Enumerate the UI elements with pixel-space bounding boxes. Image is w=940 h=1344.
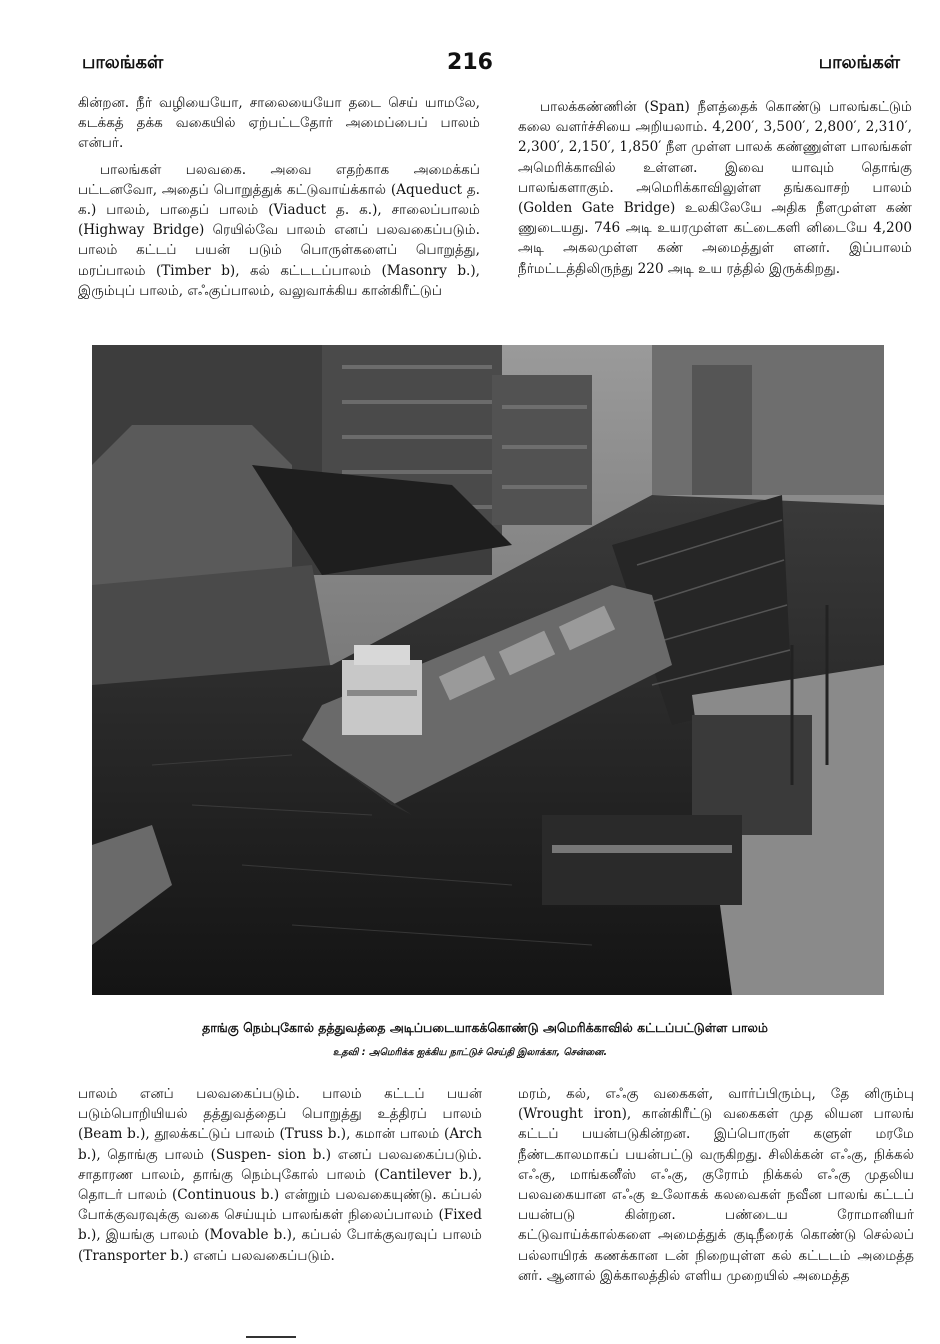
- paragraph: பாலங்கள் பலவகை. அவை எதற்காக அமைக்கப் பட்டனவோ, அதைப் பொறுத்துக் கட்டுவாய்க்கால் (Aqueduct த. க.) பாலம், பாதைப் பாலம் (Viaduct த. க.), சாலைப்பாலம் (Highway Bridge) ரெயில்வே பாலம் எனப் பலவகைப்படும். பாலம் கட்டப் பயன் படும் பொருள்களைப் பொறுத்து, மரப்பாலம் (Timber b), கல் கட்டடப்பாலம் (Masonry b.), இரும்புப் பாலம், எஃகுப்பாலம், வலுவாக்கிய கான்கிரீட்டுப்: [78, 161, 480, 299]
- top-right-column: [518, 97, 912, 285]
- bridge-photo: [92, 345, 884, 995]
- running-header-right: பாலங்கள்: [818, 52, 900, 73]
- top-left-column: [78, 93, 480, 307]
- page-number: 216: [447, 50, 493, 75]
- figure-credit: உதவி : அமெரிக்க ஐக்கிய நாட்டுச் செய்தி இலாக்கா, சென்னை.: [332, 1047, 608, 1058]
- bottom-right-column: [518, 1084, 914, 1292]
- bridge-photo-illustration: [92, 345, 884, 995]
- paragraph: பாலம் எனப் பலவகைப்படும். பாலம் கட்டப் பயன் படும்பொறியியல் தத்துவத்தைப் பொறுத்து உத்திரப் பாலம் (Beam b.), தூலக்கட்டுப் பாலம் (Truss b.), கமான் பாலம் (Arch b.), தொங்கு பாலம் (Suspen- sion b.) எனப் பலவகைப்படும். சாதாரண பாலம், தாங்கு நெம்புகோல் பாலம் (Cantilever b.), தொடர் பாலம் (Continuous b.) என்றும் பலவகையுண்டு. கப்பல் போக்குவரவுக்கு வகை செய்யும் பாலங்கள் நிலைப்பாலம் (Fixed b.), இயங்கு பாலம் (Movable b.), கப்பல் போக்குவரவுப் பாலம் (Transporter b.) எனப் பலவகைப்படும்.: [78, 1086, 482, 1264]
- bottom-left-column: [78, 1084, 482, 1272]
- running-header-left: பாலங்கள்: [82, 52, 164, 73]
- paragraph: கின்றன. நீர் வழியையோ, சாலையையோ தடை செய் யாமலே, கடக்கத் தக்க வகையில் ஏற்பட்டதோர் அமைப்பைப் பாலம் என்பர்.: [78, 95, 480, 152]
- footer-rule: [246, 1336, 296, 1338]
- paragraph: பாலக்கண்ணின் (Span) நீளத்தைக் கொண்டு பாலங்கட்டும் கலை வளர்ச்சியை அறியலாம். 4,200′, 3,500′, 2,800′, 2,310′, 2,300′, 2,150′, 1,850′ நீள முள்ள பாலக் கண்ணுள்ள பாலங்கள் அமெரிக்காவில் உள்ளன. இவை யாவும் தொங்கு பாலங்களாகும். அமெரிக்காவிலுள்ள தங்கவாசற் பாலம் (Golden Gate Bridge) உலகிலேயே அதிக நீளமுள்ள கண் ணுடையது. 746 அடி உயரமுள்ள கட்டைகளி னிடையே 4,200 அடி அகலமுள்ள கண் அமைத்துள் ளனர். இப்பாலம் நீர்மட்டத்திலிருந்து 220 அடி உய ரத்தில் இருக்கிறது.: [518, 99, 912, 277]
- paragraph: மரம், கல், எஃகு வகைகள், வார்ப்பிரும்பு, தே னிரும்பு (Wrought iron), கான்கிரீட்டு வகைகள் முத லியன பாலங் கட்டப் பயன்படுகின்றன. இப்பொருள் களுள் மரமே நீண்டகாலமாகப் பயன்பட்டு வருகிறது. சிலிக்கன் எஃகு, நிக்கல் எஃகு, மாங்கனீஸ் எஃகு, குரோம் நிக்கல் எஃகு முதலிய பலவகையான எஃகு உலோகக் கலவைகள் நவீன பாலங் கட்டப் பயன்படு கின்றன. பண்டைய ரோமானியர் கட்டுவாய்க்கால்களை அமைத்துக் குடிநீரைக் கொண்டு செல்லப் பல்லாயிரக் கணக்கான டன் நிறையுள்ள கல் கட்டடம் அமைத்த னர். ஆனால் இக்காலத்தில் எளிய முறையில் அமைத்த: [518, 1086, 914, 1284]
- figure-caption: தாங்கு நெம்புகோல் தத்துவத்தை அடிப்படையாகக்கொண்டு அமெரிக்காவில் கட்டப்பட்டுள்ள பாலம்: [202, 1020, 768, 1035]
